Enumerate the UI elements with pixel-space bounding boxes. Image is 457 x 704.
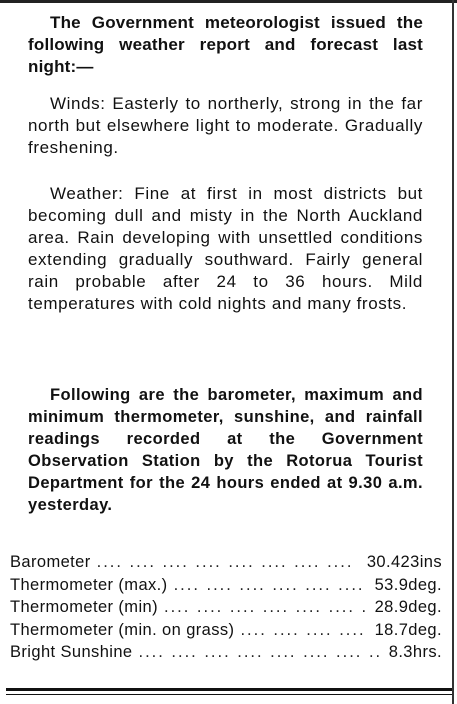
reading-label: Bright Sunshine xyxy=(10,643,133,661)
reading-row-thermometer-grass xyxy=(10,619,442,642)
readings-table xyxy=(10,551,442,664)
leader-dots xyxy=(174,574,369,597)
leader-dots xyxy=(240,619,368,642)
winds-paragraph: Winds: Easterly to northerly, strong in the far north but elsewhere light to moderate. Gradually freshening. xyxy=(28,94,423,157)
top-rule xyxy=(0,0,457,3)
reading-label: Thermometer (min) xyxy=(10,598,158,616)
bottom-rule-thin xyxy=(6,694,452,695)
leader-dots xyxy=(97,551,361,574)
reading-label: Thermometer (min. on grass) xyxy=(10,620,235,639)
reading-value: 30.423ins xyxy=(366,553,442,571)
reading-label: Thermometer (max.) xyxy=(10,575,168,594)
column-rule xyxy=(452,0,454,704)
weather-paragraph: Weather: Fine at first in most districts but becoming dull and misty in the North Auckland area. Rain developing with unsettled conditions extending gradually southward. Fairly general rain probable after 24 to 36 hours. Mild temperatures with cold nights and many frosts. xyxy=(28,184,423,313)
reading-value: 53.9deg. xyxy=(374,575,442,594)
bottom-rule-thick xyxy=(6,688,452,691)
reading-row-thermometer-min xyxy=(10,596,442,619)
leader-dots xyxy=(139,641,383,664)
leader-dots xyxy=(164,596,369,619)
reading-row-thermometer-max xyxy=(10,574,442,597)
readings-intro-paragraph: Following are the barometer, maximum and minimum thermometer, sunshine, and rainfall readings recorded at the Government Observation Station by the Rotorua Tourist Department for the 24 hours ended at 9.30 a.m. yesterday. xyxy=(28,386,423,514)
reading-row-barometer xyxy=(10,551,442,574)
report-intro: The Government meteorologist issued the following weather report and forecast last night:— xyxy=(28,13,423,76)
reading-value: 8.3hrs. xyxy=(388,643,442,661)
reading-label: Barometer xyxy=(10,553,91,571)
reading-row-sunshine xyxy=(10,641,442,664)
reading-value: 18.7deg. xyxy=(374,620,442,639)
reading-value: 28.9deg. xyxy=(374,598,442,616)
